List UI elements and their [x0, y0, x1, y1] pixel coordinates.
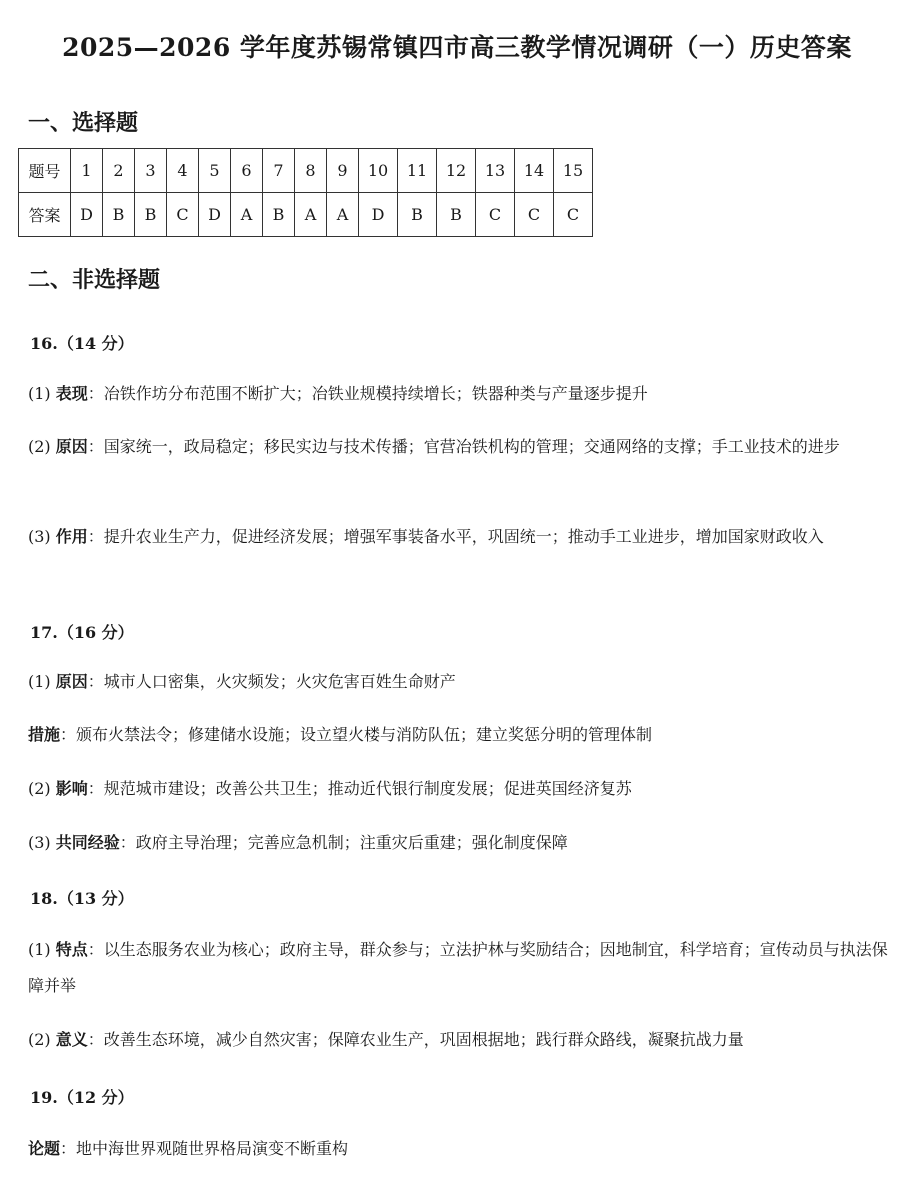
question-number: 7 — [263, 149, 295, 193]
question-number: 3 — [135, 149, 167, 193]
answer-cell: B — [103, 193, 135, 237]
answer-text: ：提升农业生产力，促进经济发展；增强军事装备水平，巩固统一；推动手工业进步，增加国家财政收入 — [87, 527, 824, 546]
answer-keyword: 影响 — [55, 779, 88, 798]
answer-keyword: 论题 — [28, 1139, 61, 1158]
question-number: 4 — [167, 149, 199, 193]
question-heading: 16.（14 分） — [30, 334, 134, 353]
answer-row — [19, 193, 593, 237]
question-number: 9 — [327, 149, 359, 193]
answer-cell: B — [437, 193, 476, 237]
answer-cell: B — [263, 193, 295, 237]
answer-cell: C — [515, 193, 554, 237]
section-heading-choice: 一、选择题 — [28, 111, 139, 136]
sub-number: (2) — [28, 1030, 51, 1049]
answer-cell: D — [199, 193, 231, 237]
sub-number: (2) — [28, 779, 51, 798]
question-number: 15 — [554, 149, 593, 193]
answer-cell: A — [295, 193, 327, 237]
answer-keyword: 共同经验 — [55, 833, 120, 852]
question-number: 12 — [437, 149, 476, 193]
question-number: 13 — [476, 149, 515, 193]
answer-keyword: 措施 — [28, 725, 61, 744]
question-number: 2 — [103, 149, 135, 193]
answer-paragraph — [28, 1022, 898, 1058]
answer-keyword: 表现 — [55, 384, 88, 403]
question-number: 10 — [359, 149, 398, 193]
answer-text: ：国家统一，政局稳定；移民实边与技术传播；官营冶铁机构的管理；交通网络的支撑；手工业技术的进步 — [87, 437, 840, 456]
section-heading-nonchoice: 二、非选择题 — [28, 268, 161, 293]
answer-paragraph — [28, 376, 898, 412]
sub-number: (3) — [28, 833, 51, 852]
answer-paragraph — [28, 717, 898, 753]
question-heading: 18.（13 分） — [30, 889, 134, 908]
answer-cell: A — [327, 193, 359, 237]
answer-text: ：规范城市建设；改善公共卫生；推动近代银行制度发展；促进英国经济复苏 — [87, 779, 632, 798]
answer-cell: B — [135, 193, 167, 237]
question-heading: 19.（12 分） — [30, 1088, 134, 1107]
answer-cell: C — [476, 193, 515, 237]
answer-cell: D — [359, 193, 398, 237]
answer-table — [18, 148, 593, 237]
answer-paragraph — [28, 519, 898, 555]
question-number: 14 — [515, 149, 554, 193]
sub-number: (1) — [28, 384, 51, 403]
question-number-row — [19, 149, 593, 193]
answer-paragraph — [28, 1131, 898, 1167]
answer-text: ：颁布火禁法令；修建储水设施；设立望火楼与消防队伍；建立奖惩分明的管理体制 — [60, 725, 653, 744]
answer-cell: C — [167, 193, 199, 237]
header-label: 题号 — [19, 149, 71, 193]
answer-keyword: 意义 — [55, 1030, 88, 1049]
sub-number: (2) — [28, 437, 51, 456]
answer-text: ：地中海世界观随世界格局演变不断重构 — [60, 1139, 349, 1158]
answer-label: 答案 — [19, 193, 71, 237]
answer-cell: C — [554, 193, 593, 237]
answer-keyword: 特点 — [55, 940, 88, 959]
answer-text: ：改善生态环境，减少自然灾害；保障农业生产，巩固根据地；践行群众路线，凝聚抗战力量 — [87, 1030, 744, 1049]
answer-text: ：冶铁作坊分布范围不断扩大；冶铁业规模持续增长；铁器种类与产量逐步提升 — [87, 384, 648, 403]
answer-paragraph — [28, 825, 898, 861]
question-heading: 17.（16 分） — [30, 623, 134, 642]
answer-paragraph — [28, 664, 898, 700]
sub-number: (3) — [28, 527, 51, 546]
answer-paragraph — [28, 429, 898, 465]
answer-text: ：城市人口密集，火灾频发；火灾危害百姓生命财产 — [87, 672, 456, 691]
answer-text: ：政府主导治理；完善应急机制；注重灾后重建；强化制度保障 — [119, 833, 568, 852]
answer-text: ：以生态服务农业为核心；政府主导，群众参与；立法护林与奖励结合；因地制宜，科学培育；宣传动员与执法保障并举 — [28, 940, 888, 995]
question-number: 1 — [71, 149, 103, 193]
sub-number: (1) — [28, 672, 51, 691]
answer-keyword: 原因 — [55, 672, 88, 691]
answer-paragraph — [28, 771, 898, 807]
question-number: 5 — [199, 149, 231, 193]
answer-cell: D — [71, 193, 103, 237]
answer-keyword: 原因 — [55, 437, 88, 456]
answer-paragraph — [28, 932, 898, 1004]
question-number: 8 — [295, 149, 327, 193]
page-title: 2025—2026 学年度苏锡常镇四市高三教学情况调研（一）历史答案 — [62, 33, 852, 62]
sub-number: (1) — [28, 940, 51, 959]
question-number: 6 — [231, 149, 263, 193]
answer-cell: A — [231, 193, 263, 237]
answer-cell: B — [398, 193, 437, 237]
answer-keyword: 作用 — [55, 527, 88, 546]
question-number: 11 — [398, 149, 437, 193]
